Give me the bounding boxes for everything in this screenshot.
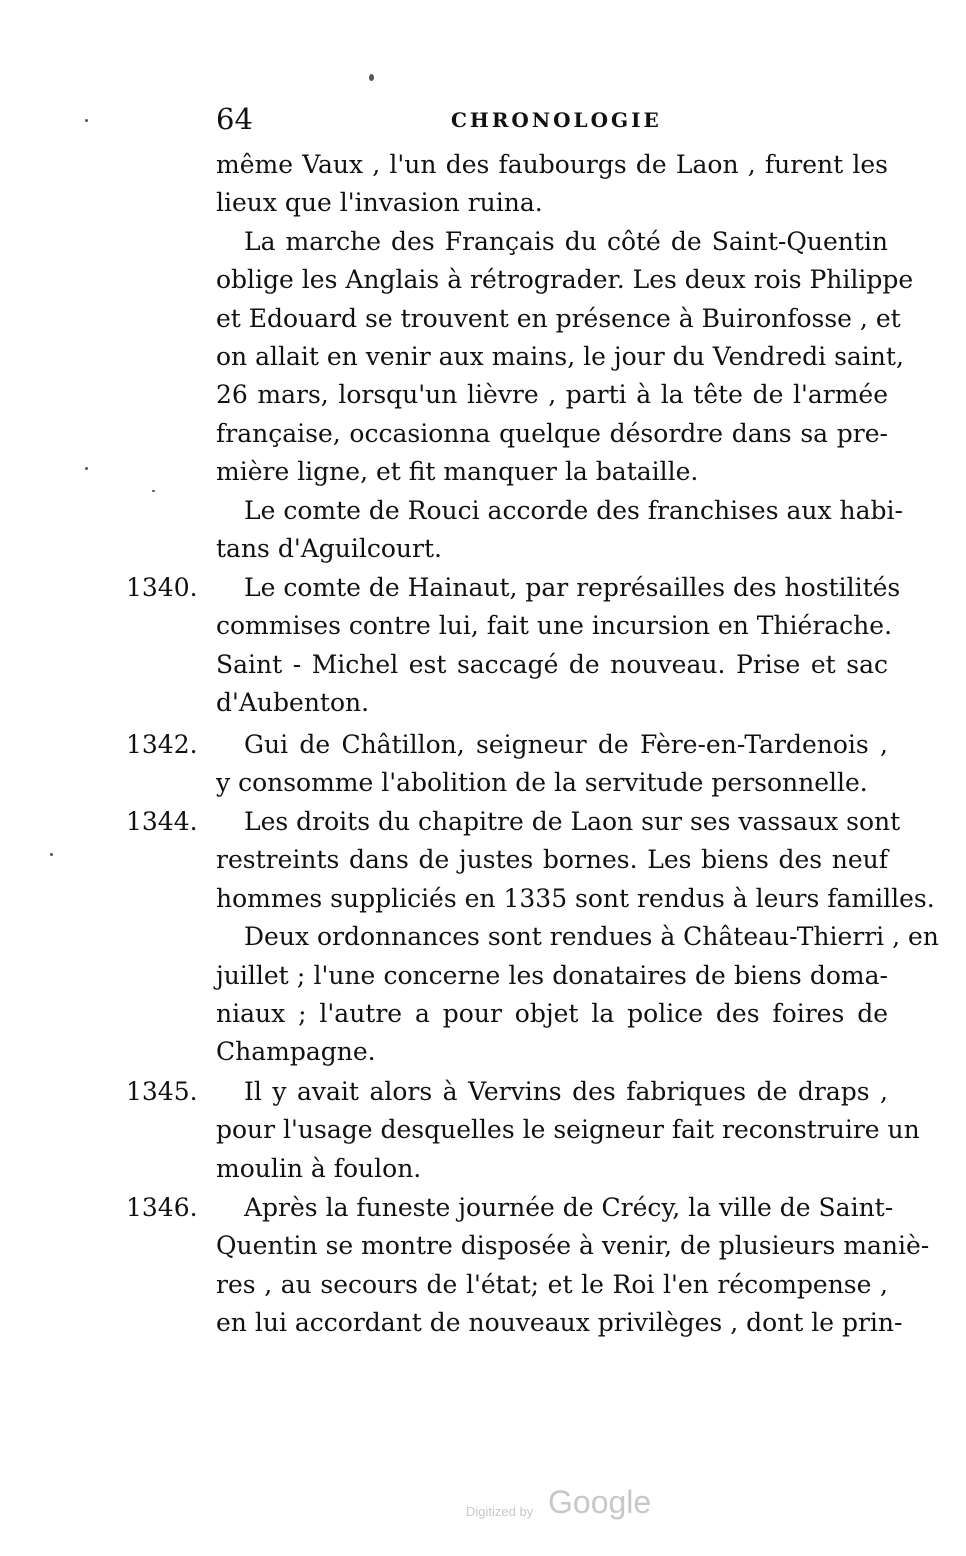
scan-speck <box>85 119 88 122</box>
text-line: Deux ordonnances sont rendues à Château-Thierri , en <box>244 922 939 951</box>
text-line: commises contre lui, fait une incursion en Thiérache. <box>216 611 893 640</box>
text-line: La marche des Français du côté de Saint-Quentin <box>244 227 888 256</box>
scan-speck <box>369 74 374 81</box>
text-line: 26 mars, lorsqu'un lièvre , parti à la tête de l'armée <box>216 380 888 409</box>
year-label: 1342. <box>126 730 198 759</box>
running-head: CHRONOLOGIE <box>451 108 662 132</box>
text-line: pour l'usage desquelles le seigneur fait reconstruire un <box>216 1115 920 1144</box>
scan-speck <box>152 490 155 492</box>
text-line: lieux que l'invasion ruina. <box>216 188 543 217</box>
text-line: y consomme l'abolition de la servitude personnelle. <box>216 768 868 797</box>
scan-speck <box>50 853 53 856</box>
page-header <box>216 102 888 142</box>
text-line: oblige les Anglais à rétrograder. Les deux rois Philippe <box>216 265 914 294</box>
text-line: res , au secours de l'état; et le Roi l'en récompense , <box>216 1270 888 1299</box>
text-line: hommes suppliciés en 1335 sont rendus à leurs familles. <box>216 884 935 913</box>
watermark-prefix: Digitized by <box>466 1504 534 1519</box>
text-line: tans d'Aguilcourt. <box>216 534 442 563</box>
text-line: Le comte de Rouci accorde des franchises aux habi- <box>244 496 903 525</box>
text-line: mière ligne, et fit manquer la bataille. <box>216 457 699 486</box>
text-line: même Vaux , l'un des faubourgs de Laon , furent les <box>216 150 888 179</box>
text-line: Gui de Châtillon, seigneur de Fère-en-Tardenois , <box>244 730 888 759</box>
text-line: Le comte de Hainaut, par représailles des hostilités <box>244 573 901 602</box>
text-line: en lui accordant de nouveaux privilèges , dont le prin- <box>216 1308 903 1337</box>
text-line: Quentin se montre disposée à venir, de plusieurs maniè- <box>216 1231 930 1260</box>
text-line: niaux ; l'autre a pour objet la police des foires de <box>216 999 888 1028</box>
year-label: 1340. <box>126 573 198 602</box>
text-line: Champagne. <box>216 1037 376 1066</box>
text-line: restreints dans de justes bornes. Les biens des neuf <box>216 845 888 874</box>
text-line: moulin à foulon. <box>216 1154 422 1183</box>
google-logo: Google <box>548 1484 652 1520</box>
text-line: on allait en venir aux mains, le jour du Vendredi saint, <box>216 342 904 371</box>
text-line: Après la funeste journée de Crécy, la ville de Saint- <box>244 1193 894 1222</box>
scan-speck <box>85 467 88 470</box>
text-line: et Edouard se trouvent en présence à Buironfosse , et <box>216 304 901 333</box>
text-line: française, occasionna quelque désordre dans sa pre- <box>216 419 888 448</box>
year-label: 1344. <box>126 807 198 836</box>
text-line: d'Aubenton. <box>216 688 370 717</box>
year-label: 1345. <box>126 1077 198 1106</box>
page-number: 64 <box>216 102 253 136</box>
year-label: 1346. <box>126 1193 198 1222</box>
text-line: juillet ; l'une concerne les donataires de biens doma- <box>216 961 888 990</box>
digitized-by-google-watermark <box>466 1484 666 1528</box>
text-line: Il y avait alors à Vervins des fabriques de draps , <box>244 1077 888 1106</box>
text-line: Les droits du chapitre de Laon sur ses vassaux sont <box>244 807 901 836</box>
text-line: Saint - Michel est saccagé de nouveau. Prise et sac <box>216 650 888 679</box>
